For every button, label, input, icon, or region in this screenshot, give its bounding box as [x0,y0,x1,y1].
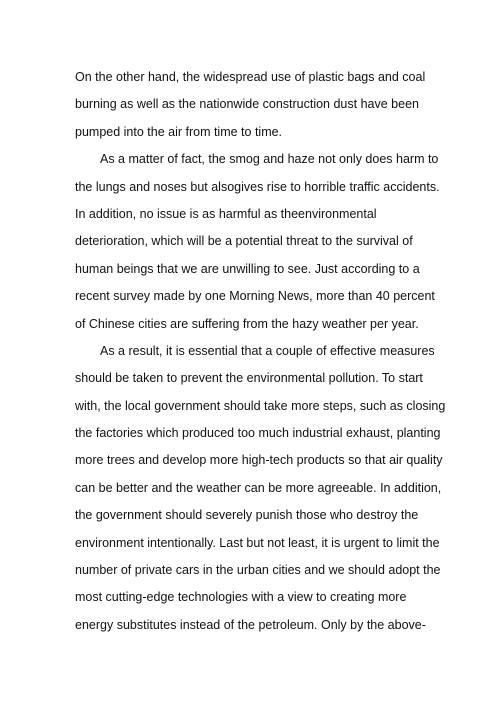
text-line: more trees and develop more high-tech products so that air quality [75,453,443,468]
text-line: with, the local government should take more steps, such as closing [75,398,446,413]
text-line: can be better and the weather can be more agreeable. In addition, [75,480,442,495]
text-line: burning as well as the nationwide construction dust have been [75,97,419,112]
text-line: deterioration, which will be a potential threat to the survival of [75,234,413,249]
text-line: energy substitutes instead of the petroleum. Only by the above- [75,617,426,632]
text-line: of Chinese cities are suffering from the hazy weather per year. [75,316,419,331]
text-line: number of private cars in the urban cities and we should adopt the [75,563,441,578]
text-line: the government should severely punish those who destroy the [75,508,419,523]
paragraph-start-line: As a matter of fact, the smog and haze not only does harm to [100,152,439,167]
text-line: should be taken to prevent the environmental pollution. To start [75,371,423,386]
text-line: pumped into the air from time to time. [75,124,283,139]
text-line: On the other hand, the widespread use of plastic bags and coal [75,70,426,84]
text-line: most cutting-edge technologies with a view to creating more [75,590,407,605]
text-line: In addition, no issue is as harmful as theenvironmental [75,206,377,221]
text-line: recent survey made by one Morning News, more than 40 percent [75,289,435,304]
text-line: human beings that we are unwilling to see. Just according to a [75,261,420,276]
text-line: the factories which produced too much industrial exhaust, planting [75,426,441,441]
text-line: environment intentionally. Last but not least, it is urgent to limit the [75,535,440,550]
body-text [75,64,446,639]
paragraph-start-line: As a result, it is essential that a couple of effective measures [100,343,435,358]
text-line: the lungs and noses but alsogives rise to horrible traffic accidents. [75,179,440,194]
